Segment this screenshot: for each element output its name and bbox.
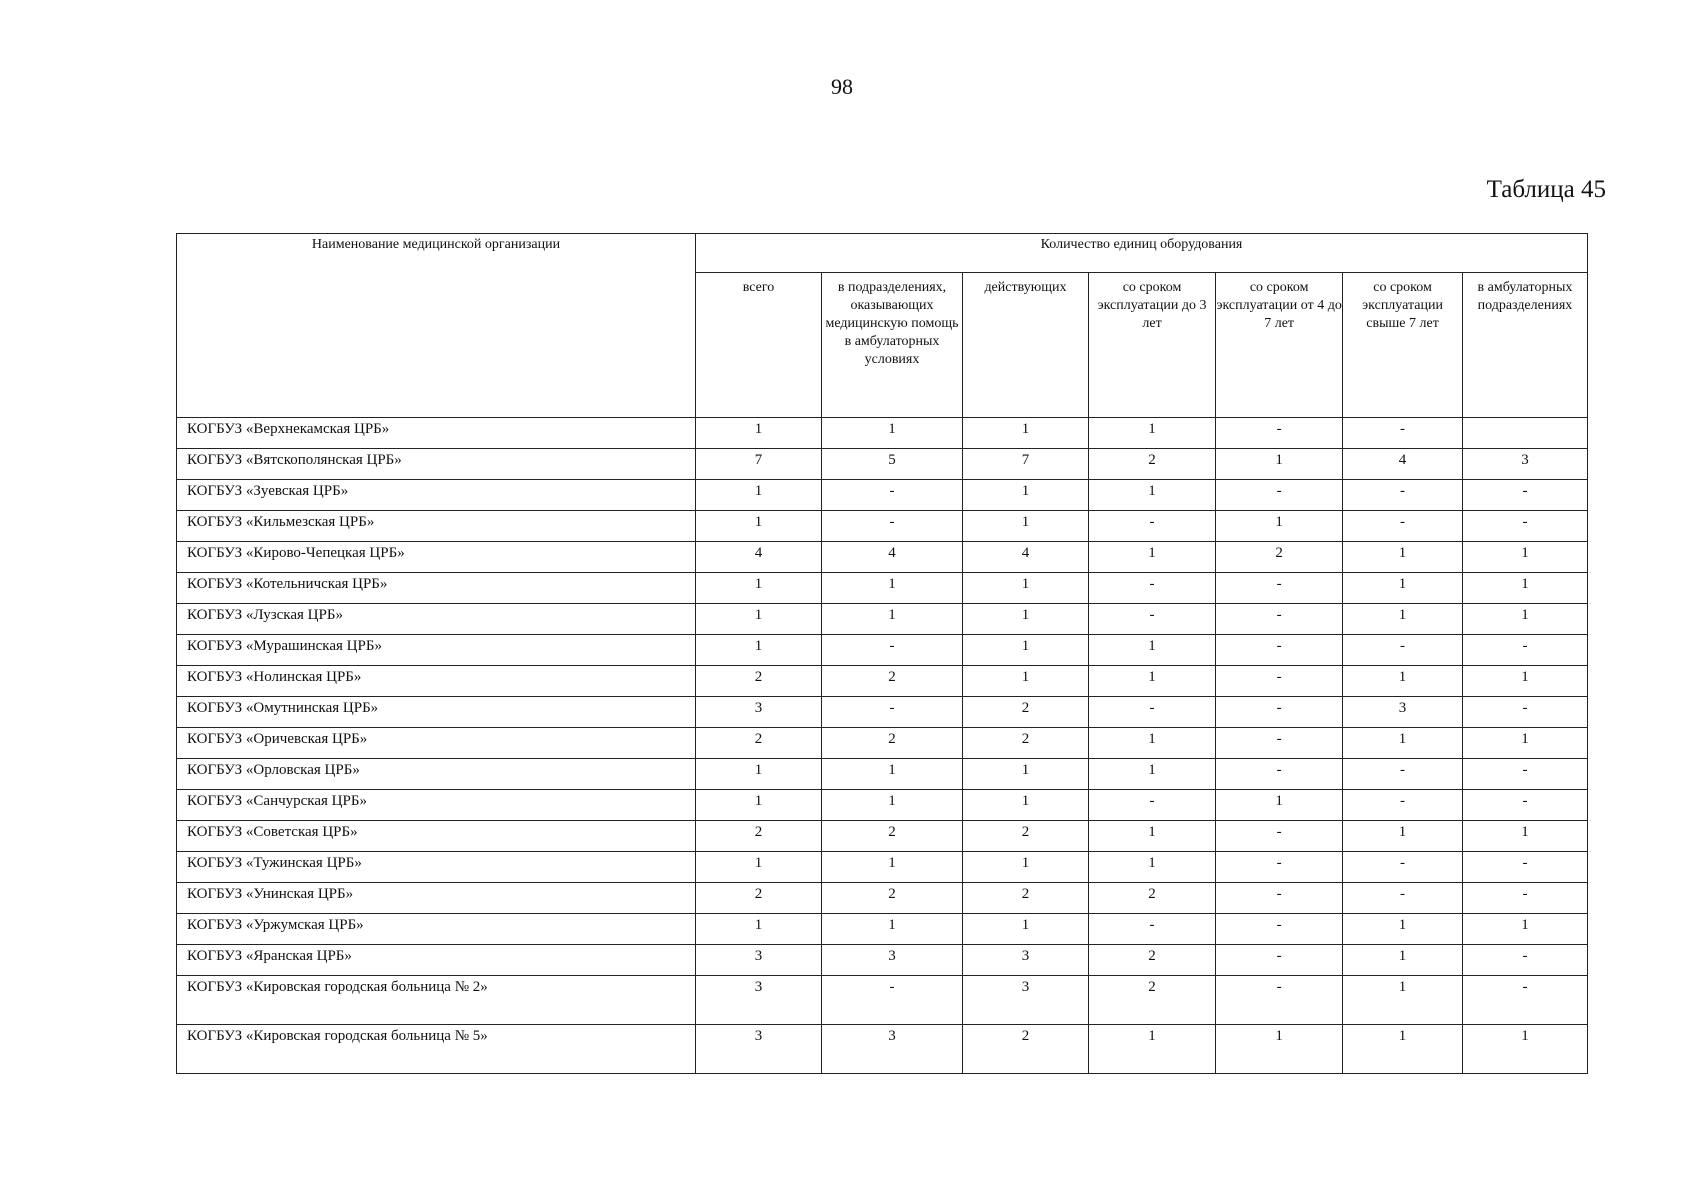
value-cell: 4 — [822, 542, 963, 573]
value-cell: 2 — [822, 728, 963, 759]
value-cell: 1 — [1462, 821, 1587, 852]
value-cell: - — [1216, 480, 1343, 511]
value-cell: 2 — [696, 883, 822, 914]
value-cell: 1 — [1343, 728, 1463, 759]
value-cell: 2 — [1088, 976, 1215, 1025]
value-cell: 1 — [1462, 914, 1587, 945]
value-cell: 1 — [1088, 635, 1215, 666]
value-cell: - — [1462, 852, 1587, 883]
table-row — [177, 821, 1588, 852]
organization-name-cell: КОГБУЗ «Лузская ЦРБ» — [177, 604, 696, 635]
value-cell: 2 — [696, 666, 822, 697]
value-cell: 7 — [962, 449, 1088, 480]
value-cell: 1 — [1088, 759, 1215, 790]
organization-name-cell: КОГБУЗ «Мурашинская ЦРБ» — [177, 635, 696, 666]
value-cell: 1 — [696, 573, 822, 604]
value-cell: 1 — [1343, 976, 1463, 1025]
value-cell: - — [1343, 759, 1463, 790]
value-cell: 3 — [696, 976, 822, 1025]
value-cell: 1 — [1216, 790, 1343, 821]
value-cell: 1 — [822, 790, 963, 821]
value-cell: 3 — [822, 1025, 963, 1074]
value-cell: 1 — [1216, 449, 1343, 480]
value-cell: - — [1216, 883, 1343, 914]
value-cell: 2 — [822, 883, 963, 914]
value-cell: 1 — [822, 418, 963, 449]
value-cell: 1 — [696, 604, 822, 635]
value-cell: 1 — [1088, 1025, 1215, 1074]
value-cell: 1 — [822, 573, 963, 604]
table-caption: Таблица 45 — [1486, 176, 1606, 203]
value-cell: 1 — [822, 759, 963, 790]
organization-name-cell: КОГБУЗ «Кильмезская ЦРБ» — [177, 511, 696, 542]
value-cell: - — [1216, 418, 1343, 449]
organization-name-cell: КОГБУЗ «Кировская городская больница № 2» — [177, 976, 696, 1025]
value-cell: 1 — [696, 635, 822, 666]
value-cell — [1462, 418, 1587, 449]
name-column-header: Наименование медицинской организации — [177, 234, 696, 418]
value-cell: 1 — [696, 759, 822, 790]
value-cell: - — [1462, 759, 1587, 790]
value-cell: 1 — [1462, 604, 1587, 635]
value-cell: 1 — [1343, 666, 1463, 697]
value-cell: - — [1216, 635, 1343, 666]
value-cell: - — [1216, 945, 1343, 976]
value-cell: 1 — [1343, 573, 1463, 604]
value-cell: - — [1343, 418, 1463, 449]
value-cell: 2 — [1088, 883, 1215, 914]
value-cell: 1 — [1343, 914, 1463, 945]
value-cell: - — [1216, 976, 1343, 1025]
value-cell: 1 — [962, 852, 1088, 883]
organization-name-cell: КОГБУЗ «Орловская ЦРБ» — [177, 759, 696, 790]
organization-name-cell: КОГБУЗ «Котельничская ЦРБ» — [177, 573, 696, 604]
page-number: 98 — [831, 74, 853, 99]
equipment-table — [176, 233, 1588, 1074]
value-cell: 1 — [822, 914, 963, 945]
value-cell: 1 — [962, 666, 1088, 697]
value-cell: - — [1088, 511, 1215, 542]
value-cell: 1 — [962, 418, 1088, 449]
value-cell: 1 — [696, 852, 822, 883]
table-row — [177, 542, 1588, 573]
value-cell: - — [1343, 480, 1463, 511]
organization-name-cell: КОГБУЗ «Унинская ЦРБ» — [177, 883, 696, 914]
value-cell: 2 — [962, 1025, 1088, 1074]
value-cell: 1 — [1088, 821, 1215, 852]
value-cell: 1 — [696, 418, 822, 449]
organization-name-cell: КОГБУЗ «Яранская ЦРБ» — [177, 945, 696, 976]
value-cell: 2 — [962, 883, 1088, 914]
value-cell: - — [1462, 511, 1587, 542]
table-row — [177, 1025, 1588, 1074]
value-cell: - — [1462, 697, 1587, 728]
value-cell: 2 — [696, 821, 822, 852]
value-cell: 1 — [962, 480, 1088, 511]
value-cell: - — [1216, 697, 1343, 728]
table-body — [177, 418, 1588, 1074]
table-row — [177, 759, 1588, 790]
table-row — [177, 604, 1588, 635]
value-cell: 1 — [962, 573, 1088, 604]
value-cell: - — [1462, 976, 1587, 1025]
value-cell: - — [822, 635, 963, 666]
value-cell: 2 — [962, 728, 1088, 759]
value-cell: 2 — [1088, 449, 1215, 480]
organization-name-cell: КОГБУЗ «Вятскополянская ЦРБ» — [177, 449, 696, 480]
value-cell: 3 — [962, 945, 1088, 976]
value-cell: 3 — [1343, 697, 1463, 728]
value-cell: - — [1462, 945, 1587, 976]
value-cell: - — [1216, 573, 1343, 604]
value-cell: - — [822, 480, 963, 511]
value-cell: - — [1462, 883, 1587, 914]
value-cell: 4 — [1343, 449, 1463, 480]
value-cell: - — [1088, 604, 1215, 635]
value-cell: 1 — [962, 635, 1088, 666]
value-cell: 1 — [1088, 666, 1215, 697]
value-cell: 2 — [822, 666, 963, 697]
organization-name-cell: КОГБУЗ «Нолинская ЦРБ» — [177, 666, 696, 697]
column-header-operating: действующих — [962, 273, 1088, 418]
value-cell: 3 — [696, 945, 822, 976]
value-cell: 4 — [962, 542, 1088, 573]
value-cell: 1 — [1343, 1025, 1463, 1074]
value-cell: 1 — [962, 759, 1088, 790]
organization-name-cell: КОГБУЗ «Тужинская ЦРБ» — [177, 852, 696, 883]
value-cell: 2 — [962, 697, 1088, 728]
value-cell: - — [822, 697, 963, 728]
value-cell: 3 — [962, 976, 1088, 1025]
table-row — [177, 914, 1588, 945]
value-cell: 1 — [1343, 604, 1463, 635]
value-cell: - — [1462, 790, 1587, 821]
value-cell: 1 — [1343, 542, 1463, 573]
value-cell: 1 — [1216, 1025, 1343, 1074]
table-row — [177, 883, 1588, 914]
column-header-outpatient-units-care: в подразделениях, оказывающих медицинскую помощь в амбулаторных условиях — [822, 273, 963, 418]
table-row — [177, 511, 1588, 542]
value-cell: - — [1216, 821, 1343, 852]
organization-name-cell: КОГБУЗ «Уржумская ЦРБ» — [177, 914, 696, 945]
organization-name-cell: КОГБУЗ «Верхнекамская ЦРБ» — [177, 418, 696, 449]
organization-name-cell: КОГБУЗ «Оричевская ЦРБ» — [177, 728, 696, 759]
value-cell: - — [1343, 883, 1463, 914]
table-row — [177, 666, 1588, 697]
value-cell: - — [1462, 480, 1587, 511]
value-cell: 2 — [1088, 945, 1215, 976]
table-row — [177, 697, 1588, 728]
table-row — [177, 573, 1588, 604]
value-cell: - — [1088, 790, 1215, 821]
value-cell: - — [1216, 852, 1343, 883]
value-cell: - — [822, 976, 963, 1025]
organization-name-cell: КОГБУЗ «Санчурская ЦРБ» — [177, 790, 696, 821]
value-cell: - — [1343, 511, 1463, 542]
table-row — [177, 976, 1588, 1025]
value-cell: 1 — [962, 914, 1088, 945]
value-cell: 1 — [1462, 573, 1587, 604]
value-cell: 1 — [1088, 480, 1215, 511]
table-row — [177, 728, 1588, 759]
value-cell: 1 — [962, 511, 1088, 542]
value-cell: 1 — [696, 511, 822, 542]
organization-name-cell: КОГБУЗ «Кирово-Чепецкая ЦРБ» — [177, 542, 696, 573]
organization-name-cell: КОГБУЗ «Омутнинская ЦРБ» — [177, 697, 696, 728]
value-cell: 1 — [822, 604, 963, 635]
value-cell: 1 — [1088, 542, 1215, 573]
value-cell: - — [822, 511, 963, 542]
column-header-outpatient-units: в амбулаторных подразделениях — [1462, 273, 1587, 418]
value-cell: - — [1088, 697, 1215, 728]
table-row — [177, 945, 1588, 976]
value-cell: 3 — [696, 697, 822, 728]
value-cell: 5 — [822, 449, 963, 480]
column-header-age-under-3: со сроком эксплуатации до 3 лет — [1088, 273, 1215, 418]
organization-name-cell: КОГБУЗ «Кировская городская больница № 5» — [177, 1025, 696, 1074]
value-cell: - — [1343, 635, 1463, 666]
value-cell: 3 — [696, 1025, 822, 1074]
value-cell: 1 — [1343, 945, 1463, 976]
value-cell: 1 — [1462, 728, 1587, 759]
column-header-total: всего — [696, 273, 822, 418]
value-cell: 2 — [822, 821, 963, 852]
value-cell: 2 — [1216, 542, 1343, 573]
value-cell: - — [1343, 852, 1463, 883]
value-cell: - — [1216, 666, 1343, 697]
table-row — [177, 480, 1588, 511]
value-cell: 3 — [1462, 449, 1587, 480]
table-row — [177, 418, 1588, 449]
value-cell: 1 — [1343, 821, 1463, 852]
column-header-age-4-to-7: со сроком эксплуатации от 4 до 7 лет — [1216, 273, 1343, 418]
value-cell: 1 — [696, 790, 822, 821]
table-row — [177, 635, 1588, 666]
value-cell: 1 — [1462, 666, 1587, 697]
value-cell: 2 — [696, 728, 822, 759]
value-cell: - — [1216, 759, 1343, 790]
value-cell: - — [1343, 790, 1463, 821]
value-cell: - — [1216, 604, 1343, 635]
value-cell: 3 — [822, 945, 963, 976]
value-cell: 1 — [962, 790, 1088, 821]
table-row — [177, 852, 1588, 883]
value-cell: 7 — [696, 449, 822, 480]
value-cell: - — [1216, 728, 1343, 759]
value-cell: 1 — [696, 480, 822, 511]
table-row — [177, 790, 1588, 821]
value-cell: - — [1216, 914, 1343, 945]
organization-name-cell: КОГБУЗ «Советская ЦРБ» — [177, 821, 696, 852]
value-cell: 1 — [1088, 728, 1215, 759]
value-cell: 1 — [696, 914, 822, 945]
value-cell: 1 — [1216, 511, 1343, 542]
value-cell: 1 — [1088, 418, 1215, 449]
value-cell: - — [1088, 914, 1215, 945]
value-cell: 1 — [962, 604, 1088, 635]
value-cell: - — [1462, 635, 1587, 666]
value-cell: 2 — [962, 821, 1088, 852]
column-header-age-over-7: со сроком эксплуатации свыше 7 лет — [1343, 273, 1463, 418]
value-cell: 1 — [822, 852, 963, 883]
value-cell: 1 — [1088, 852, 1215, 883]
value-cell: 1 — [1462, 1025, 1587, 1074]
value-cell: - — [1088, 573, 1215, 604]
value-cell: 1 — [1462, 542, 1587, 573]
value-cell: 4 — [696, 542, 822, 573]
organization-name-cell: КОГБУЗ «Зуевская ЦРБ» — [177, 480, 696, 511]
table-row — [177, 449, 1588, 480]
equipment-count-group-header: Количество единиц оборудования — [696, 234, 1588, 273]
